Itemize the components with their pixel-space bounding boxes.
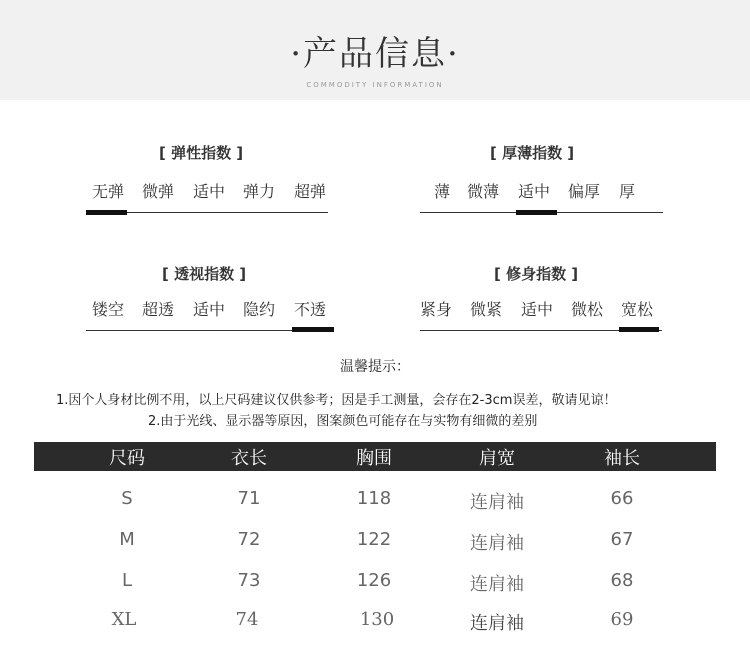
fit-selected-marker (619, 327, 659, 332)
transparency-level: 隐约 (243, 300, 276, 319)
table-cell: 74 (235, 609, 259, 630)
table-cell: 69 (610, 609, 634, 630)
header-shoulder: 肩宽 (479, 448, 515, 469)
thickness-level: 微薄 (467, 182, 500, 201)
table-cell: 71 (237, 488, 261, 509)
elasticity-level: 弹力 (243, 182, 276, 201)
table-cell: 72 (237, 529, 261, 550)
fit-level: 适中 (521, 300, 554, 319)
table-cell: 130 (359, 609, 395, 630)
table-cell: 68 (610, 570, 634, 591)
fit-index-title: [ 修身指数 ] (494, 265, 579, 283)
fit-level: 微紧 (470, 300, 503, 319)
header-sleeve: 袖长 (604, 448, 640, 469)
table-cell: 连肩袖 (470, 574, 524, 595)
elasticity-index-title: [ 弹性指数 ] (159, 144, 244, 162)
table-cell: 126 (356, 570, 392, 591)
table-cell: 122 (356, 529, 392, 550)
elasticity-level: 超弹 (294, 182, 327, 201)
table-cell: M (119, 529, 135, 550)
fit-level: 微松 (571, 300, 604, 319)
table-cell: 连肩袖 (470, 492, 524, 513)
table-cell: S (121, 488, 133, 509)
tips-title: 温馨提示： (340, 359, 410, 375)
fit-level: 紧身 (420, 300, 453, 319)
page-title: ·产品信息· (290, 34, 460, 74)
header-chest: 胸围 (356, 448, 392, 469)
page-subtitle: COMMODITY INFORMATION (306, 81, 444, 89)
table-cell: 73 (237, 570, 261, 591)
table-cell: L (121, 570, 133, 591)
header-length: 衣长 (231, 448, 267, 469)
elasticity-level: 适中 (193, 182, 226, 201)
transparency-level: 超透 (142, 300, 175, 319)
tips-note-2: 2.由于光线、显示器等原因，图案颜色可能存在与实物有细微的差别 (148, 414, 538, 429)
thickness-level: 适中 (518, 182, 551, 201)
table-cell: 67 (610, 529, 634, 550)
thickness-level: 薄 (434, 182, 451, 201)
thickness-index-title: [ 厚薄指数 ] (490, 144, 575, 162)
transparency-level: 不透 (294, 300, 327, 319)
thickness-level: 偏厚 (568, 182, 601, 201)
header-size: 尺码 (109, 448, 145, 469)
transparency-selected-marker (292, 327, 334, 332)
table-cell: XL (111, 609, 137, 630)
transparency-level: 适中 (193, 300, 226, 319)
transparency-index-title: [ 透视指数 ] (162, 265, 247, 283)
table-cell: 连肩袖 (470, 613, 524, 634)
tips-note-1: 1.因个人身材比例不用，以上尺码建议仅供参考；因是手工测量，会存在2-3cm误差，敬请见谅！ (56, 393, 617, 408)
elasticity-level: 微弹 (142, 182, 175, 201)
elasticity-level: 无弹 (92, 182, 125, 201)
elasticity-selected-marker (86, 210, 127, 215)
table-cell: 118 (356, 488, 392, 509)
table-cell: 连肩袖 (470, 533, 524, 554)
transparency-level: 镂空 (92, 300, 125, 319)
table-cell: 66 (610, 488, 634, 509)
thickness-level: 厚 (619, 182, 636, 201)
thickness-selected-marker (516, 210, 557, 215)
fit-level: 宽松 (621, 300, 654, 319)
